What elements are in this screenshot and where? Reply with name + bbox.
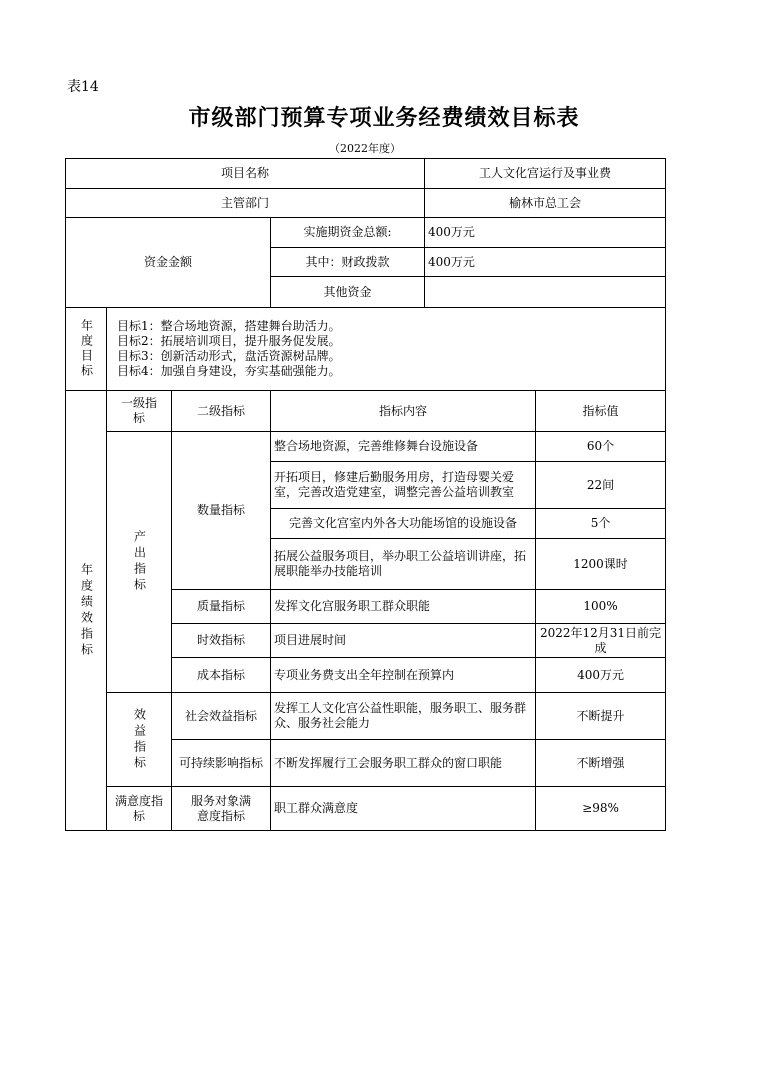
cost-indicators-label: 成本指标 bbox=[172, 658, 271, 693]
performance-target-table bbox=[65, 158, 666, 831]
fiscal-fund-label: 其中：财政拨款 bbox=[271, 248, 425, 277]
indicator-value: 22间 bbox=[536, 462, 666, 509]
department-value: 榆林市总工会 bbox=[425, 189, 666, 218]
indicator-value: 100% bbox=[536, 590, 666, 624]
output-indicators-label: 产出指标 bbox=[107, 432, 172, 693]
col-content-header: 指标内容 bbox=[271, 391, 536, 432]
page-title: 市级部门预算专项业务经费绩效目标表 bbox=[188, 105, 580, 131]
indicator-content: 项目进展时间 bbox=[271, 624, 536, 658]
goal-item: 目标4：加强自身建设，夯实基础强能力。 bbox=[117, 364, 341, 378]
year-label: （2022年度） bbox=[329, 142, 401, 155]
indicator-value: 2022年12月31日前完成 bbox=[536, 624, 666, 658]
quantity-indicators-label: 数量指标 bbox=[172, 432, 271, 590]
benefit-indicators-label: 效益指标 bbox=[107, 693, 172, 787]
quality-indicators-label: 质量指标 bbox=[172, 590, 271, 624]
performance-indicators-label: 年度绩效指标 bbox=[66, 391, 107, 831]
annual-goals-label: 年度目标 bbox=[66, 308, 107, 391]
total-fund-value: 400万元 bbox=[425, 218, 666, 248]
satisfaction-indicators-label: 满意度指标 bbox=[107, 787, 172, 831]
col-value-header: 指标值 bbox=[536, 391, 666, 432]
indicator-content: 不断发挥履行工会服务职工群众的窗口职能 bbox=[271, 740, 536, 787]
indicator-value: 400万元 bbox=[536, 658, 666, 693]
fiscal-fund-value: 400万元 bbox=[425, 248, 666, 277]
service-satisfaction-label: 服务对象满意度指标 bbox=[172, 787, 271, 831]
col-level1-header: 一级指标 bbox=[107, 391, 172, 432]
indicator-content: 发挥工人文化宫公益性职能，服务职工、服务群众、服务社会能力 bbox=[271, 693, 536, 740]
indicator-content: 开拓项目，修建后勤服务用房，打造母婴关爱室，完善改造党建室，调整完善公益培训教室 bbox=[271, 462, 536, 509]
other-fund-label: 其他资金 bbox=[271, 277, 425, 308]
fund-amount-label: 资金金额 bbox=[66, 218, 271, 308]
indicator-content: 整合场地资源，完善维修舞台设施设备 bbox=[271, 432, 536, 462]
department-label: 主管部门 bbox=[66, 189, 425, 218]
project-name-label: 项目名称 bbox=[66, 159, 425, 189]
indicator-value: 1200课时 bbox=[536, 539, 666, 590]
project-name-value: 工人文化宫运行及事业费 bbox=[425, 159, 666, 189]
indicator-content: 完善文化宫室内外各大功能场馆的设施设备 bbox=[271, 509, 536, 539]
col-level2-header: 二级指标 bbox=[172, 391, 271, 432]
goal-item: 目标3：创新活动形式，盘活资源树品牌。 bbox=[117, 349, 341, 363]
indicator-value: 5个 bbox=[536, 509, 666, 539]
sustainable-impact-label: 可持续影响指标 bbox=[172, 740, 271, 787]
indicator-content: 专项业务费支出全年控制在预算内 bbox=[271, 658, 536, 693]
indicator-value: ≥98% bbox=[536, 787, 666, 831]
table-number: 表14 bbox=[67, 79, 99, 95]
indicator-value: 不断增强 bbox=[536, 740, 666, 787]
goal-item: 目标1：整合场地资源，搭建舞台助活力。 bbox=[117, 319, 341, 333]
timeliness-indicators-label: 时效指标 bbox=[172, 624, 271, 658]
indicator-content: 发挥文化宫服务职工群众职能 bbox=[271, 590, 536, 624]
social-benefit-label: 社会效益指标 bbox=[172, 693, 271, 740]
other-fund-value bbox=[425, 277, 666, 308]
goal-item: 目标2：拓展培训项目，提升服务促发展。 bbox=[117, 334, 341, 348]
indicator-value: 不断提升 bbox=[536, 693, 666, 740]
indicator-value: 60个 bbox=[536, 432, 666, 462]
total-fund-label: 实施期资金总额: bbox=[271, 218, 425, 248]
indicator-content: 职工群众满意度 bbox=[271, 787, 536, 831]
indicator-content: 拓展公益服务项目，举办职工公益培训讲座，拓展职能举办技能培训 bbox=[271, 539, 536, 590]
annual-goals-content bbox=[107, 308, 666, 391]
